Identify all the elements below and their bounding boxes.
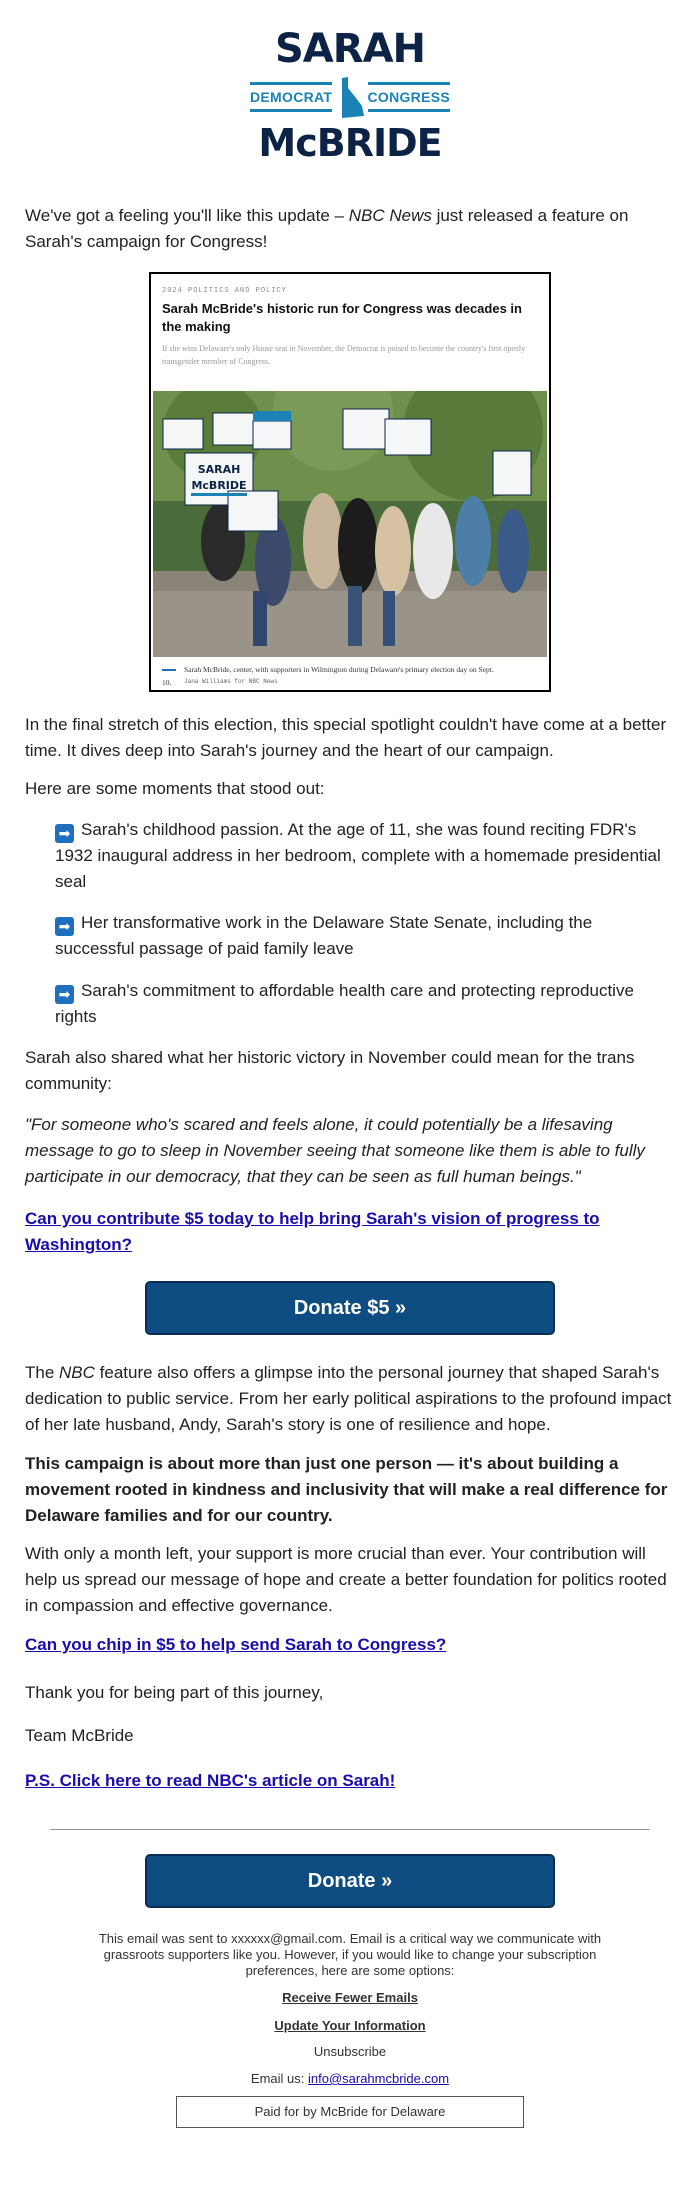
article-kicker: 2024 POLITICS AND POLICY — [162, 287, 287, 295]
list-item — [55, 817, 670, 895]
logo-rule-right-bottom — [368, 109, 450, 112]
logo-rule-left-bottom — [250, 109, 332, 112]
donate-button[interactable]: Donate » — [145, 1854, 555, 1908]
nbc-article-preview[interactable] — [149, 272, 551, 692]
logo-bottom-word: McBRIDE — [258, 121, 442, 165]
contribute-link[interactable]: Can you contribute $5 today to help bring Sarah's vision of progress to Washington? — [25, 1209, 600, 1254]
campaign-logo — [250, 26, 450, 166]
logo-rule-left — [250, 82, 332, 85]
intro-text-end: just released a feature on Sarah's campaign for Congress! — [25, 206, 629, 251]
read-article-link[interactable]: P.S. Click here to read NBC's article on Sarah! — [25, 1771, 396, 1790]
contact-email-link[interactable]: info@sarahmcbride.com — [307, 2071, 450, 2086]
photo-sign-top-word: SARAH — [197, 463, 241, 476]
feature-text-start: The — [25, 1363, 60, 1382]
chip-in-link[interactable]: Can you chip in $5 to help send Sarah to Congress? — [25, 1635, 447, 1654]
delaware-state-icon — [334, 76, 368, 120]
intro-text-start: We've got a feeling you'll like this update – — [25, 206, 349, 225]
list-item — [55, 978, 670, 1030]
email-label: Email us: — [250, 2071, 308, 2086]
update-information-link[interactable]: Update Your Information — [274, 2018, 426, 2033]
logo-top-word: SARAH — [275, 26, 425, 72]
list-item-text: Sarah's commitment to affordable health care and protecting reproductive rights — [55, 981, 634, 1026]
contact-email-line — [150, 2071, 550, 2087]
photo-sign-bottom-word: McBRIDE — [191, 479, 247, 492]
logo-democrat-tag: DEMOCRAT — [250, 89, 333, 105]
donate-5-button[interactable]: Donate $5 » — [145, 1281, 555, 1335]
thank-you-line: Thank you for being part of this journey, — [25, 1683, 324, 1702]
paid-for-disclaimer: Paid for by McBride for Delaware — [176, 2096, 524, 2128]
list-item-text: Her transformative work in the Delaware State Senate, including the successful passage of paid family leave — [55, 913, 593, 958]
article-dek: If she wins Delaware's only House seat in November, the Democrat is poised to become the country's first openly transgender member of Congress. — [162, 344, 526, 366]
right-arrow-icon: ➡ — [55, 985, 74, 1004]
list-item-text: Sarah's childhood passion. At the age of 11, she was found reciting FDR's 1932 inaugural address in her bedroom, complete with a homemade presidential seal — [55, 820, 661, 891]
sarah-quote: "For someone who's scared and feels alone, it could potentially be a lifesaving message to go to sleep in November seeing that someone like them is able to fully participate in our democracy, that they can be seen as full human beings." — [25, 1115, 645, 1186]
article-photo — [153, 391, 547, 657]
footer-divider — [50, 1829, 650, 1830]
feature-outlet: NBC — [59, 1363, 95, 1382]
campaign-message-paragraph: This campaign is about more than just one person — it's about building a movement rooted in kindness and inclusivity that will make a real difference for Delaware families and for our country. — [25, 1454, 668, 1525]
article-headline: Sarah McBride's historic run for Congress was decades in the making — [162, 301, 522, 334]
support-paragraph: With only a month left, your support is more crucial than ever. Your contribution will help us spread our message of hope and create a better foundation for politics rooted in compassion and effective governance. — [25, 1544, 667, 1615]
signature: Team McBride — [25, 1726, 134, 1745]
intro-paragraph — [25, 203, 675, 255]
feature-text-end: feature also offers a glimpse into the personal journey that shaped Sarah's dedication to public service. From her early political aspirations to the profound impact of her late husband, Andy, Sarah's story is one of resilience and hope. — [25, 1363, 672, 1434]
photo-caption: Sarah McBride, center, with supporters in Wilmington during Delaware's primary election day on Sept. — [184, 665, 494, 674]
moments-intro: Here are some moments that stood out: — [25, 779, 325, 798]
nbc-feature-paragraph — [25, 1360, 675, 1438]
caption-accent — [162, 669, 176, 671]
logo-congress-tag: CONGRESS — [367, 89, 450, 105]
intro-outlet: NBC News — [348, 206, 432, 225]
list-item — [55, 910, 670, 962]
right-arrow-icon: ➡ — [55, 824, 74, 843]
subscription-notice: This email was sent to xxxxxx@gmail.com. Email is a critical way we communicate with grassroots supporters like you. However, if you would like to change your subscription preferences, here are some options: — [98, 1931, 602, 1978]
receive-fewer-emails-link[interactable]: Receive Fewer Emails — [282, 1990, 418, 2005]
photo-caption-continued: 10. — [162, 678, 172, 687]
trans-community-paragraph: Sarah also shared what her historic victory in November could mean for the trans community: — [25, 1048, 635, 1093]
logo-rule-right — [368, 82, 450, 85]
right-arrow-icon: ➡ — [55, 917, 74, 936]
photo-credit: Jana Williams for NBC News — [184, 678, 278, 685]
spotlight-paragraph: In the final stretch of this election, this special spotlight couldn't have come at a better time. It dives deep into Sarah's journey and the heart of our campaign. — [25, 715, 667, 760]
unsubscribe-link[interactable]: Unsubscribe — [313, 2044, 387, 2059]
